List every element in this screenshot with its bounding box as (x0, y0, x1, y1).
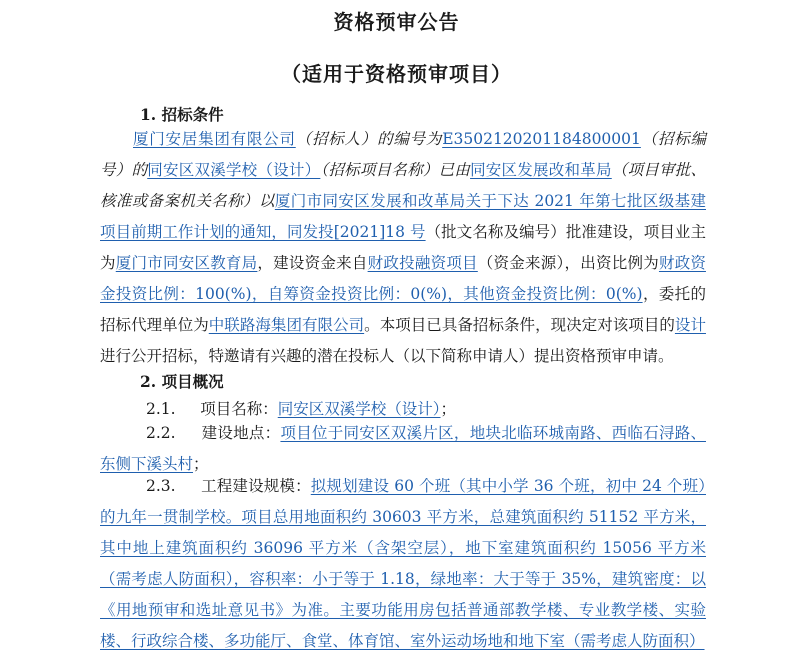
funding-source: 财政投融资项目 (367, 254, 478, 272)
section-2-heading: 2. 项目概况 (140, 372, 224, 391)
text-fragment: ，建设资金来自 (257, 254, 368, 272)
item-label: 工程建设规模： (201, 477, 311, 495)
text-fragment: 。本项目已具备招标条件，现决定对该项目的 (364, 316, 675, 334)
approval-document: 厦门市同安区发展和改革局关于下达 2021 年第七批区级基建项目前期工作计划的通知，同发投[2021]18 号 (100, 192, 706, 241)
project-code: E3502120201184800001 (442, 130, 641, 148)
project-name: 同安区双溪学校（设计） (147, 161, 321, 179)
item-number: 2.1. (146, 400, 176, 418)
item-label: 建设地点： (201, 424, 281, 442)
text-fragment: （招标人）的编号为 (295, 130, 443, 148)
item-value: 同安区双溪学校（设计） (277, 400, 441, 418)
page-title: 资格预审公告 (333, 10, 460, 34)
text-fragment: ，委托的招标代理单位为 (100, 285, 706, 334)
page-subtitle: （适用于资格预审项目） (281, 62, 512, 86)
text-fragment: （招标编号）的 (100, 130, 706, 179)
item-tail: ； (193, 455, 209, 473)
investment-ratio: 财政资金投资比例：100(%)，自筹资金投资比例：0(%)，其他资金投资比例：0(%) (100, 254, 706, 303)
tender-scope: 设计 (674, 316, 706, 334)
text-fragment: （批文名称及编号）批准建设，项目业主为 (100, 223, 706, 272)
item-value: 拟规划建设 60 个班（其中小学 36 个班，初中 24 个班）的九年一贯制学校。项目总用地面积约 30603 平方米，总建筑面积约 51152 平方米，其中地上建筑面积约 36096 平方米（含架空层），地下室建筑面积约 15056 平方米（需考虑人防面积），容积率：小于等于 1.18，绿地率：大于等于 35%，建筑密度：以《用地预审和选址意见书》为准。主要功能用房包括普通部教学楼、专业教学楼、实验楼、行政综合楼、多功能厅、食堂、体育馆、室外运动场地和地下室（需考虑人防面积） (100, 477, 706, 650)
text-fragment: 进行公开招标，特邀请有兴趣的潜在投标人（以下简称申请人）提出资格预审申请。 (100, 347, 674, 365)
item-number: 2.3. (146, 477, 176, 495)
item-project-name (146, 397, 456, 419)
approval-authority: 同安区发展改和革局 (470, 161, 612, 179)
text-fragment: （招标项目名称）已由 (320, 161, 471, 179)
item-scale (100, 471, 706, 657)
text-fragment: （项目审批、核准或备案机关名称）以 (100, 161, 706, 210)
section-1-heading: 1. 招标条件 (140, 105, 224, 124)
item-tail: ； (440, 400, 457, 418)
tender-agent: 中联路海集团有限公司 (208, 316, 365, 334)
text-fragment: （资金来源），出资比例为 (477, 254, 659, 272)
item-label: 项目名称： (200, 400, 278, 418)
project-owner: 厦门市同安区教育局 (115, 254, 258, 272)
item-number: 2.2. (146, 424, 176, 442)
item-value: 项目位于同安区双溪片区，地块北临环城南路、西临石浔路、东侧下溪头村 (100, 424, 706, 473)
bidder-name: 厦门安居集团有限公司 (133, 130, 296, 148)
section-1-paragraph (100, 124, 706, 372)
